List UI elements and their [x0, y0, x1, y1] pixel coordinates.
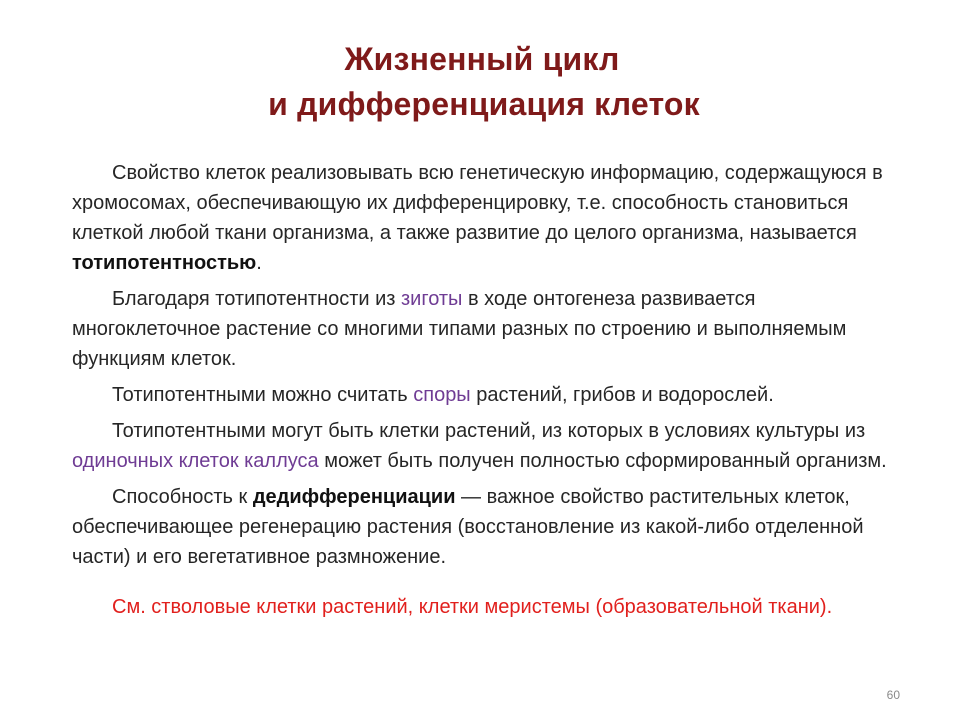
link-callus-cells[interactable]: одиночных клеток каллуса	[72, 450, 319, 472]
term-totipotency: тотипотентностью	[72, 252, 257, 274]
paragraph-text: Тотипотентными могут быть клетки растений, из которых в условиях культуры из	[112, 420, 866, 442]
slide-title	[0, 37, 960, 127]
paragraph-text: .	[256, 252, 262, 274]
paragraph-text: Тотипотентными можно считать	[112, 384, 414, 406]
paragraph-text: Способность к	[112, 486, 253, 508]
paragraph-text: Благодаря тотипотентности из	[112, 288, 401, 310]
slide-body	[72, 158, 902, 628]
paragraph-totipotency-definition	[72, 158, 902, 278]
paragraph-text: растений, грибов и водорослей.	[470, 384, 774, 406]
title-line-2: и дифференциация клеток	[268, 86, 700, 122]
page-number: 60	[886, 688, 900, 702]
paragraph-text: в ходе онтогенеза развивается многоклеточное растение со многими типами разных по строению и выполняемым функциям клеток.	[72, 288, 847, 370]
link-spores[interactable]: споры	[413, 384, 471, 406]
note-see-also: См. стволовые клетки растений, клетки меристемы (образовательной ткани).	[112, 596, 833, 618]
paragraph-text: Свойство клеток реализовывать всю генетическую информацию, содержащуюся в хромосомах, обеспечивающую их дифференцировку, т.е. способность становиться клеткой любой ткани организма, а также развитие до целого организма, называется	[72, 162, 883, 244]
paragraph-dedifferentiation	[72, 482, 902, 572]
paragraph-text: — важное свойство растительных клеток, обеспечивающее регенерацию растения (восстановление из какой-либо отделенной части) и его вегетативное размножение.	[72, 486, 864, 568]
term-dedifferentiation: дедифференциации	[252, 486, 456, 508]
link-zygote[interactable]: зиготы	[401, 288, 463, 310]
paragraph-spores	[72, 380, 902, 410]
paragraph-text: может быть получен полностью сформированный организм.	[318, 450, 887, 472]
paragraph-callus	[72, 416, 902, 476]
title-line-1: Жизненный цикл	[344, 41, 620, 77]
paragraph-zygote	[72, 284, 902, 374]
